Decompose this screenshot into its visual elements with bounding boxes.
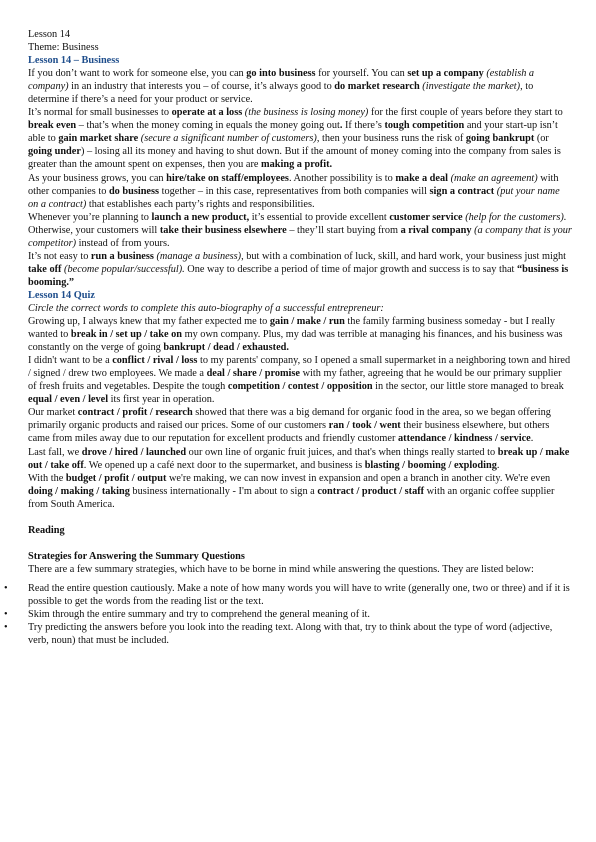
italic-gloss: (help for the customers). — [465, 211, 567, 223]
text-run: Otherwise, your customers will — [28, 224, 160, 236]
text-run: our own line of organic fruit juices, and that's when things really started to — [186, 446, 498, 458]
bold-term: making a profit. — [261, 159, 333, 171]
text-run: Our market — [28, 407, 78, 419]
strategy-item — [4, 621, 572, 647]
italic-gloss: (a company that is your competitor) — [28, 224, 572, 249]
text-run: to my parents' company, so I opened a small supermarket in a neighboring town and hired / signed / drew two employees. We made a — [28, 355, 571, 380]
bold-term: make a deal — [395, 172, 448, 184]
text-run: with an organic coffee supplier from South America. — [28, 485, 555, 510]
theme-label: Theme: Business — [28, 42, 99, 54]
italic-gloss: (the business is losing money) — [244, 107, 369, 119]
quiz-paragraph — [28, 446, 572, 472]
text-run: together – in this case, representatives from both companies will — [159, 185, 430, 197]
bold-term: competition / contest / opposition — [227, 381, 373, 393]
text-run: we're making, we can now invest in expansion and open a branch in another city. We're even — [166, 472, 551, 484]
text-run: Last fall, we — [28, 446, 82, 458]
text-run: instead of from yours. — [76, 237, 170, 249]
article-title: Lesson 14 – Business — [28, 55, 120, 67]
bold-term: set up a company — [407, 68, 484, 80]
bold-term: sign a contract — [429, 185, 495, 197]
text-run: business internationally - I'm about to sign a — [129, 485, 318, 497]
article-paragraph — [28, 67, 572, 106]
text-run: – that’s when the money coming in equals the money going out — [76, 120, 340, 132]
text-run: my own company. Plus, my dad was terrible at managing his finances, and his business was constantly on the verge of going — [28, 329, 563, 354]
quiz-instruction — [28, 302, 572, 315]
quiz-paragraph — [28, 315, 572, 354]
quiz-instruction-text: Circle the correct words to complete this auto-biography of a successful entrepreneur: — [28, 302, 384, 314]
bold-term: operate at a loss — [171, 107, 243, 119]
text-run: , but with a combination of luck, skill, and hard work, your business just might — [241, 250, 566, 262]
bold-term: gain market share — [58, 133, 139, 145]
italic-gloss: (become popular/successful). — [64, 263, 185, 275]
quiz-paragraph — [28, 406, 572, 445]
article-paragraph — [28, 106, 572, 171]
italic-gloss: (make an agreement) — [450, 172, 538, 184]
bold-term: run a business — [90, 250, 154, 262]
bold-term: equal / even / level — [28, 394, 109, 406]
bullet-icon: • — [4, 582, 8, 594]
bold-term: break up / make out / take off — [28, 446, 570, 471]
bold-term: blasting / booming / exploding — [364, 459, 497, 471]
lesson-label: Lesson 14 — [28, 29, 71, 40]
text-run: Growing up, I always knew that my father expected me to — [28, 316, 270, 328]
text-run: If you don’t want to work for someone else, you can — [28, 68, 247, 80]
article-paragraph — [28, 211, 572, 250]
strategy-text: Read the entire question cautiously. Make a note of how many words you will have to write (generally one, two or three) and if it is possible to get the words from the reading list or the text. — [28, 582, 570, 607]
bold-term: attendance / kindness / service — [398, 433, 531, 445]
text-run: ) – losing all its money and having to shut down. But if the amount of money coming into the company from sales is greater than the amount spent on expenses, then you are — [28, 146, 561, 171]
text-run: the family farming business someday - but I really wanted to — [28, 316, 556, 341]
strategy-list — [4, 582, 572, 647]
text-run: it’s essential to provide excellent — [249, 211, 390, 223]
spacer — [28, 537, 572, 550]
text-run: One way to describe a period of time of major growth and success is to say that — [184, 263, 517, 275]
text-run: in the sector, our little store managed to break — [372, 381, 564, 393]
bold-term: . — [339, 120, 343, 132]
text-run: – they’ll start buying from — [286, 224, 401, 236]
bold-term: bankrupt / dead / exhausted. — [163, 342, 289, 354]
text-run: . Another possibility is to — [288, 172, 396, 184]
bullet-icon: • — [4, 608, 8, 620]
text-run: Whenever you’re planning to — [28, 211, 152, 223]
text-run: . — [530, 433, 534, 445]
text-run: and your start-up isn’t able to — [28, 120, 558, 145]
bold-term: hire/take on staff/employees — [166, 172, 289, 184]
bold-term: customer service — [389, 211, 463, 223]
bold-term: take off — [28, 263, 62, 275]
strategy-item — [4, 608, 572, 621]
reading-title: Reading — [28, 524, 65, 536]
text-run: With the — [28, 472, 66, 484]
text-run: in an industry that interests you – of course, it’s always good to — [68, 81, 335, 93]
bold-term: ran / took / went — [328, 420, 401, 432]
bold-term: break even — [28, 120, 77, 132]
spacer — [28, 511, 572, 524]
italic-gloss: (put your name on a contract) — [28, 185, 560, 210]
text-run: for the first couple of years before they start to — [368, 107, 563, 119]
italic-gloss: (establish a company) — [28, 68, 535, 93]
bold-term: going bankrupt — [465, 133, 535, 145]
bold-term: go into business — [246, 68, 316, 80]
text-run: , then your business runs the risk of — [316, 133, 466, 145]
bold-term: launch a new product, — [151, 211, 250, 223]
strategy-text: Skim through the entire summary and try to comprehend the general meaning of it. — [28, 608, 370, 620]
bold-term: gain / make / run — [269, 316, 345, 328]
text-run: If there’s — [342, 120, 385, 132]
text-run: showed that there was a big demand for organic food in the area, so we began offering primarily organic products and raised our prices. Some of our customers — [28, 407, 551, 432]
bold-term: going under — [28, 146, 81, 158]
italic-gloss: (investigate the market) — [422, 81, 521, 93]
text-run: with my father, agreeing that he would be our primary supplier of fresh fruits and vegetables. Despite the tough — [28, 368, 562, 393]
quiz-paragraph — [28, 354, 572, 406]
bold-term: drove / hired / launched — [81, 446, 187, 458]
bold-term: doing / making / taking — [28, 485, 130, 497]
bold-term: “business is booming.” — [28, 263, 569, 288]
strategy-text: Try predicting the answers before you look into the reading text. Along with that, try to think about the type of word (adjective, verb, noun) that must be included. — [28, 622, 553, 647]
text-run: , to determine if there’s a need for your product or service. — [28, 81, 534, 106]
article-paragraph — [28, 250, 572, 289]
text-run: their business elsewhere, but others came from miles away due to our reputation for excellent products and friendly customer — [28, 420, 550, 445]
bold-term: a rival company — [400, 224, 472, 236]
reading-subtitle: Strategies for Answering the Summary Questions — [28, 550, 245, 562]
bold-term: break in / set up / take on — [70, 329, 182, 341]
quiz-title: Lesson 14 Quiz — [28, 289, 95, 301]
text-run: As your business grows, you can — [28, 172, 167, 184]
document-page — [4, 28, 572, 647]
bold-term: contract / product / staff — [317, 485, 425, 497]
text-run: . — [496, 459, 500, 471]
bold-term: deal / share / promise — [206, 368, 300, 380]
bold-term: do business — [108, 185, 160, 197]
text-run: (or — [534, 133, 549, 145]
text-run: with other companies to — [28, 172, 559, 197]
italic-gloss: (manage a business) — [156, 250, 242, 262]
text-run: . We opened up a café next door to the supermarket, and business is — [83, 459, 365, 471]
bold-term: tough competition — [384, 120, 465, 132]
text-run: I didn't want to be a — [28, 355, 113, 367]
quiz-paragraph — [28, 472, 572, 511]
article-paragraph — [28, 172, 572, 211]
text-run: It’s normal for small businesses to — [28, 107, 172, 119]
strategy-item — [4, 582, 572, 608]
bold-term: budget / profit / output — [65, 472, 167, 484]
bullet-icon: • — [4, 622, 8, 634]
text-run: for yourself. You can — [315, 68, 408, 80]
text-run: It’s not easy to — [28, 250, 91, 262]
text-run: that establishes each party’s rights and responsibilities. — [86, 198, 315, 210]
bold-term: take their business elsewhere — [159, 224, 287, 236]
text-run: its first year in operation. — [108, 394, 215, 406]
italic-gloss: (secure a significant number of customers) — [140, 133, 317, 145]
bold-term: contract / profit / research — [77, 407, 193, 419]
bold-term: do market research — [334, 81, 420, 93]
reading-intro: There are a few summary strategies, which have to be borne in mind while answering the questions. They are listed below: — [28, 563, 534, 575]
bold-term: conflict / rival / loss — [112, 355, 198, 367]
